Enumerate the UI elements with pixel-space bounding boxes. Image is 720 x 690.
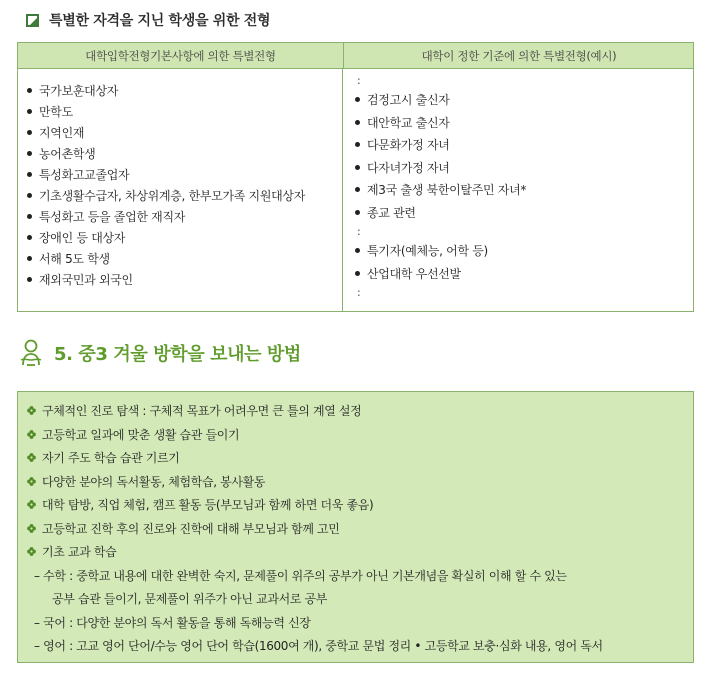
bullet-dot-icon <box>27 109 32 114</box>
bullet-dot-icon <box>355 271 360 276</box>
flower-icon <box>27 406 36 415</box>
sub-item-math-continued: 공부 습관 들이기, 문제풀이 위주가 아닌 교과서로 공부 <box>52 592 328 606</box>
ellipsis-mark: : <box>357 225 361 238</box>
list-item: 다양한 분야의 독서활동, 체험학습, 봉사활동 <box>27 471 693 495</box>
list-item: 산업대학 우선선발 <box>355 263 693 286</box>
list-item: 다자녀가정 자녀 <box>355 157 693 180</box>
flower-icon <box>27 500 36 509</box>
bullet-dot-icon <box>27 172 32 177</box>
flower-icon <box>27 547 36 556</box>
list-item: 서해 5도 학생 <box>27 249 342 270</box>
list-item: 재외국민과 외국인 <box>27 270 342 291</box>
list-item: 자기 주도 학습 습관 기르기 <box>27 447 693 471</box>
list-item: 특성화고교졸업자 <box>27 165 342 186</box>
list-item: 검정고시 출신자 <box>355 89 693 112</box>
list-item: 대학 탐방, 직업 체험, 캠프 활동 등(부모님과 함께 하면 더욱 좋음) <box>27 494 693 518</box>
sub-item-math: – 수학 : 중학교 내용에 대한 완벽한 숙지, 문제풀이 위주의 공부가 아닌 기본개념을 확실히 이해 할 수 있는 <box>34 568 567 583</box>
list-item: 지역인재 <box>27 123 342 144</box>
bullet-dot-icon <box>27 214 32 219</box>
list-item: 장애인 등 대상자 <box>27 228 342 249</box>
winter-vacation-tips-box <box>17 391 694 663</box>
sub-item-english: – 영어 : 고교 영어 단어/수능 영어 단어 학습(1600여 개), 중학교 문법 정리 • 고등학교 보충·심화 내용, 영어 독서 <box>34 639 603 653</box>
list-item: 구체적인 진로 탐색 : 구체적 목표가 어려우면 큰 틀의 계열 설정 <box>27 400 693 424</box>
table-header-left: 대학입학전형기본사항에 의한 특별전형 <box>18 43 344 68</box>
sub-item-korean: – 국어 : 다양한 분야의 독서 활동을 통해 독해능력 신장 <box>34 615 311 630</box>
bullet-dot-icon <box>27 130 32 135</box>
list-item: 국가보훈대상자 <box>27 81 342 102</box>
flower-icon <box>27 524 36 533</box>
table-col-right <box>343 69 693 311</box>
ellipsis-mark: : <box>357 74 361 87</box>
bullet-dot-icon <box>27 256 32 261</box>
bullet-dot-icon <box>355 97 360 102</box>
person-icon <box>20 338 42 368</box>
bullet-dot-icon <box>355 120 360 125</box>
bullet-dot-icon <box>27 151 32 156</box>
list-item: 특기자(예체능, 어학 등) <box>355 240 693 263</box>
bullet-dot-icon <box>355 142 360 147</box>
list-item: 고등학교 일과에 맞춘 생활 습관 들이기 <box>27 424 693 448</box>
ellipsis-mark: : <box>357 286 361 299</box>
list-item: 다문화가정 자녀 <box>355 134 693 157</box>
section1-heading <box>26 10 270 30</box>
list-item: 기초생활수급자, 차상위계층, 한부모가족 지원대상자 <box>27 186 342 207</box>
flower-icon <box>27 477 36 486</box>
bullet-dot-icon <box>27 235 32 240</box>
list-item: 만학도 <box>27 102 342 123</box>
list-item: 고등학교 진학 후의 진로와 진학에 대해 부모님과 함께 고민 <box>27 518 693 542</box>
bullet-dot-icon <box>355 187 360 192</box>
square-corner-icon <box>26 14 39 27</box>
list-item: 제3국 출생 북한이탈주민 자녀* <box>355 179 693 202</box>
table-header-right: 대학이 정한 기준에 의한 특별전형(예시) <box>421 48 617 63</box>
flower-icon <box>27 453 36 462</box>
section5-title: 5. 중3 겨울 방학을 보내는 방법 <box>54 344 301 365</box>
bullet-dot-icon <box>355 210 360 215</box>
section5-heading <box>20 338 301 368</box>
bullet-dot-icon <box>355 248 360 253</box>
list-item: 대안학교 출신자 <box>355 112 693 135</box>
table-header-row <box>18 43 693 69</box>
special-admission-table <box>17 42 694 312</box>
list-item: 농어촌학생 <box>27 144 342 165</box>
list-item: 기초 교과 학습 <box>27 541 693 565</box>
list-item: 종교 관련 <box>355 202 693 225</box>
bullet-dot-icon <box>355 165 360 170</box>
bullet-dot-icon <box>27 277 32 282</box>
section1-title: 특별한 자격을 지닌 학생을 위한 전형 <box>49 13 271 29</box>
list-item: 특성화고 등을 졸업한 재직자 <box>27 207 342 228</box>
table-col-left <box>18 69 343 311</box>
table-body <box>18 69 693 311</box>
flower-icon <box>27 430 36 439</box>
bullet-dot-icon <box>27 88 32 93</box>
bullet-dot-icon <box>27 193 32 198</box>
